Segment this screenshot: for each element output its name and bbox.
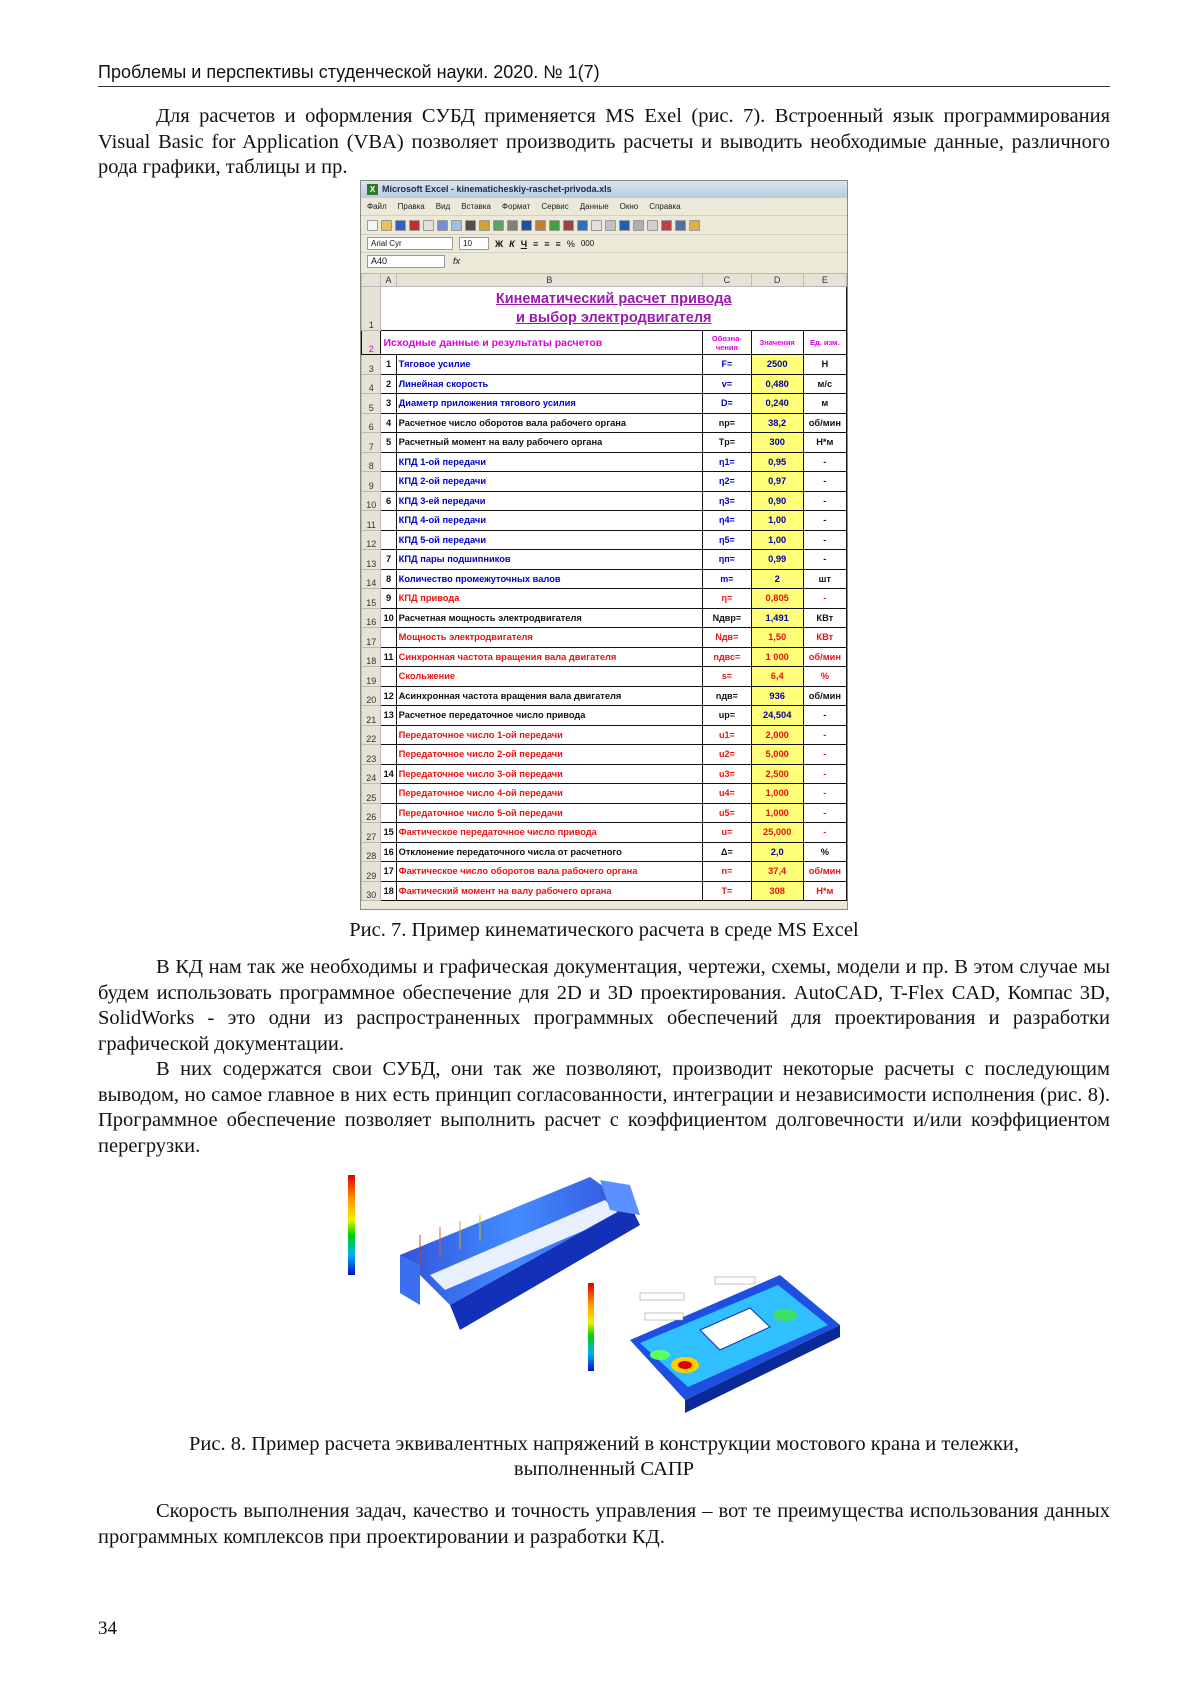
- sheet-title: [381, 287, 847, 331]
- parameter-name: Диаметр приложения тягового усилия: [396, 394, 702, 414]
- table-row: [362, 452, 847, 472]
- row-header: 26: [362, 803, 381, 823]
- row-header: 14: [362, 569, 381, 589]
- row-header: 21: [362, 706, 381, 726]
- thousands-icon: 000: [580, 239, 595, 248]
- menu-item: Вид: [435, 202, 451, 211]
- parameter-unit: об/мин: [803, 862, 846, 882]
- table-row: [362, 842, 847, 862]
- running-head: Проблемы и перспективы студенческой науки. 2020. № 1(7): [98, 62, 1110, 87]
- parameter-value: 1,491: [751, 608, 803, 628]
- table-row: [362, 647, 847, 667]
- col-header-d: D: [751, 274, 803, 287]
- row-header: 9: [362, 472, 381, 492]
- item-number: [381, 472, 396, 492]
- parameter-symbol: nдв=: [703, 686, 752, 706]
- parameter-unit: -: [803, 823, 846, 843]
- menu-item: Окно: [619, 202, 639, 211]
- trolley-model: [630, 1275, 840, 1413]
- row-header: 8: [362, 452, 381, 472]
- row-header: 20: [362, 686, 381, 706]
- table-row: [362, 472, 847, 492]
- font-size-select: 10: [459, 237, 489, 250]
- parameter-unit: об/мин: [803, 686, 846, 706]
- parameter-symbol: η5=: [703, 530, 752, 550]
- item-number: 10: [381, 608, 396, 628]
- bridge-crane-model: [400, 1177, 640, 1330]
- parameter-value: 300: [751, 433, 803, 453]
- row-header: 25: [362, 784, 381, 804]
- table-row: [362, 686, 847, 706]
- parameter-unit: об/мин: [803, 413, 846, 433]
- parameter-name: Тяговое усилие: [396, 355, 702, 375]
- toolbar-button-icon: [675, 220, 686, 231]
- menu-item: Формат: [501, 202, 531, 211]
- parameter-name: Передаточное число 4-ой передачи: [396, 784, 702, 804]
- toolbar-button-icon: [619, 220, 630, 231]
- parameter-symbol: u4=: [703, 784, 752, 804]
- italic-icon: К: [509, 238, 515, 249]
- align-left-icon: ≡: [533, 238, 539, 249]
- row-header: 28: [362, 842, 381, 862]
- parameter-unit: -: [803, 530, 846, 550]
- parameter-symbol: ηп=: [703, 550, 752, 570]
- parameter-value: 38,2: [751, 413, 803, 433]
- figure-8-caption-line2: выполненный САПР: [513, 1458, 695, 1480]
- parameter-unit: %: [803, 842, 846, 862]
- item-number: [381, 803, 396, 823]
- menu-item: Правка: [397, 202, 425, 211]
- parameter-name: Передаточное число 3-ой передачи: [396, 764, 702, 784]
- parameter-name: Передаточное число 1-ой передачи: [396, 725, 702, 745]
- parameter-symbol: F=: [703, 355, 752, 375]
- parameter-value: 37,4: [751, 862, 803, 882]
- parameter-unit: -: [803, 764, 846, 784]
- parameter-symbol: Δ=: [703, 842, 752, 862]
- menu-item: Файл: [367, 202, 387, 211]
- toolbar-button-icon: [493, 220, 504, 231]
- table-row: [362, 569, 847, 589]
- parameter-unit: -: [803, 511, 846, 531]
- item-number: 7: [381, 550, 396, 570]
- item-number: 8: [381, 569, 396, 589]
- parameter-name: Расчетная мощность электродвигателя: [396, 608, 702, 628]
- table-row: [362, 550, 847, 570]
- parameter-name: Расчетное передаточное число привода: [396, 706, 702, 726]
- parameter-symbol: u5=: [703, 803, 752, 823]
- row-header: 7: [362, 433, 381, 453]
- parameter-value: 0,480: [751, 374, 803, 394]
- parameter-symbol: η3=: [703, 491, 752, 511]
- row-header: 23: [362, 745, 381, 765]
- parameter-value: 2,0: [751, 842, 803, 862]
- parameter-unit: м: [803, 394, 846, 414]
- row-header: 17: [362, 628, 381, 648]
- menu-item: Сервис: [541, 202, 569, 211]
- row-header: 29: [362, 862, 381, 882]
- parameter-value: 25,000: [751, 823, 803, 843]
- parameter-name: КПД 1-ой передачи: [396, 452, 702, 472]
- toolbar-button-icon: [591, 220, 602, 231]
- item-number: [381, 452, 396, 472]
- item-number: [381, 530, 396, 550]
- table-row: [362, 530, 847, 550]
- parameter-unit: м/с: [803, 374, 846, 394]
- parameter-unit: -: [803, 784, 846, 804]
- parameter-value: 6,4: [751, 667, 803, 687]
- toolbar-button-icon: [507, 220, 518, 231]
- parameter-name: Отклонение передаточного числа от расчетного: [396, 842, 702, 862]
- fea-stress-figure: [340, 1165, 860, 1415]
- parameter-symbol: u=: [703, 823, 752, 843]
- bold-icon: Ж: [495, 238, 504, 249]
- paragraph-1: Для расчетов и оформления СУБД применяется MS Exel (рис. 7). Встроенный язык программирования Visual Basic for Application (VBA) позволяет производить расчеты и выводить необходимые данные, различного рода графики, таблицы и пр.: [98, 105, 1110, 178]
- excel-window-title: Microsoft Excel - kinematicheskiy-raschet-privoda.xls: [382, 184, 612, 194]
- parameter-value: 1 000: [751, 647, 803, 667]
- parameter-name: Скольжение: [396, 667, 702, 687]
- underline-icon: Ч: [520, 238, 528, 249]
- parameter-unit: -: [803, 589, 846, 609]
- parameter-name: КПД 3-ей передачи: [396, 491, 702, 511]
- table-row: [362, 355, 847, 375]
- item-number: 2: [381, 374, 396, 394]
- parameter-value: 2: [751, 569, 803, 589]
- row-header: 24: [362, 764, 381, 784]
- table-row: [362, 803, 847, 823]
- excel-titlebar: [361, 181, 847, 198]
- parameter-unit: КВт: [803, 608, 846, 628]
- row-header: 3: [362, 355, 381, 375]
- align-right-icon: ≡: [555, 238, 561, 249]
- item-number: [381, 784, 396, 804]
- item-number: 6: [381, 491, 396, 511]
- toolbar-button-icon: [395, 220, 406, 231]
- row-header: 22: [362, 725, 381, 745]
- parameter-symbol: Nдвр=: [703, 608, 752, 628]
- parameter-value: 24,504: [751, 706, 803, 726]
- parameter-symbol: η1=: [703, 452, 752, 472]
- figure-7-caption: Рис. 7. Пример кинематического расчета в среде MS Excel: [349, 919, 859, 941]
- parameter-value: 1,000: [751, 784, 803, 804]
- name-box: A40: [367, 255, 445, 268]
- parameter-value: 5,000: [751, 745, 803, 765]
- parameter-value: 2,500: [751, 764, 803, 784]
- table-row: [362, 413, 847, 433]
- item-number: [381, 745, 396, 765]
- col-header-e: E: [803, 274, 846, 287]
- row-header: 11: [362, 511, 381, 531]
- parameter-unit: шт: [803, 569, 846, 589]
- row-header: 12: [362, 530, 381, 550]
- parameter-name: Линейная скорость: [396, 374, 702, 394]
- parameter-name: Количество промежуточных валов: [396, 569, 702, 589]
- parameter-unit: -: [803, 706, 846, 726]
- parameter-unit: об/мин: [803, 647, 846, 667]
- parameter-name: Синхронная частота вращения вала двигателя: [396, 647, 702, 667]
- excel-formula-bar: [361, 252, 847, 269]
- toolbar-button-icon: [549, 220, 560, 231]
- parameter-unit: %: [803, 667, 846, 687]
- table-row: [362, 764, 847, 784]
- toolbar-button-icon: [605, 220, 616, 231]
- parameter-unit: -: [803, 725, 846, 745]
- item-number: 13: [381, 706, 396, 726]
- paragraph-3: В них содержатся свои СУБД, они так же позволяют, производит некоторые расчеты с последующим выводом, но самое главное в них есть принцип согласованности, интеграции и независимости исполнения (рис. 8). Программное обеспечение позволяет выполнить расчет с коэффициентом долговечности и/или коэффициентом перегрузки.: [98, 1058, 1110, 1157]
- item-number: [381, 511, 396, 531]
- parameter-value: 0,97: [751, 472, 803, 492]
- item-number: 17: [381, 862, 396, 882]
- menu-item: Справка: [649, 202, 681, 211]
- parameter-symbol: n=: [703, 862, 752, 882]
- percent-icon: %: [566, 238, 575, 249]
- row-header: 15: [362, 589, 381, 609]
- page-number: 34: [98, 1618, 117, 1639]
- parameter-symbol: η2=: [703, 472, 752, 492]
- parameter-name: Передаточное число 5-ой передачи: [396, 803, 702, 823]
- excel-standard-toolbar: [361, 215, 847, 234]
- item-number: 9: [381, 589, 396, 609]
- toolbar-button-icon: [521, 220, 532, 231]
- item-number: [381, 628, 396, 648]
- parameter-name: Расчетное число оборотов вала рабочего органа: [396, 413, 702, 433]
- table-row: [362, 394, 847, 414]
- parameter-unit: Н*м: [803, 433, 846, 453]
- table-row: [362, 491, 847, 511]
- toolbar-button-icon: [535, 220, 546, 231]
- parameter-name: Мощность электродвигателя: [396, 628, 702, 648]
- table-row: [362, 667, 847, 687]
- item-number: 16: [381, 842, 396, 862]
- parameter-symbol: v=: [703, 374, 752, 394]
- parameter-symbol: T=: [703, 881, 752, 901]
- table-row: [362, 862, 847, 882]
- parameter-unit: -: [803, 472, 846, 492]
- header-label: Исходные данные и результаты расчетов: [381, 331, 703, 355]
- toolbar-button-icon: [437, 220, 448, 231]
- toolbar-button-icon: [367, 220, 378, 231]
- table-row: [362, 823, 847, 843]
- parameter-unit: -: [803, 491, 846, 511]
- row-header: 4: [362, 374, 381, 394]
- parameter-symbol: η=: [703, 589, 752, 609]
- table-row: [362, 784, 847, 804]
- parameter-value: 2500: [751, 355, 803, 375]
- excel-menubar: [361, 198, 847, 215]
- parameter-value: 1,00: [751, 530, 803, 550]
- parameter-unit: -: [803, 550, 846, 570]
- table-row: [362, 725, 847, 745]
- parameter-symbol: uр=: [703, 706, 752, 726]
- item-number: 1: [381, 355, 396, 375]
- parameter-symbol: Nдв=: [703, 628, 752, 648]
- parameter-name: Фактическое передаточное число привода: [396, 823, 702, 843]
- parameter-value: 308: [751, 881, 803, 901]
- parameter-symbol: m=: [703, 569, 752, 589]
- parameter-unit: -: [803, 452, 846, 472]
- parameter-symbol: nр=: [703, 413, 752, 433]
- crane-color-scale: [348, 1175, 355, 1275]
- row-header: 13: [362, 550, 381, 570]
- parameter-value: 1,00: [751, 511, 803, 531]
- row-header: 10: [362, 491, 381, 511]
- parameter-unit: Н: [803, 355, 846, 375]
- toolbar-button-icon: [423, 220, 434, 231]
- sheet-title-line1: Кинематический расчет привода: [495, 290, 732, 307]
- row-header: 30: [362, 881, 381, 901]
- parameter-symbol: u1=: [703, 725, 752, 745]
- menu-item: Данные: [579, 202, 609, 211]
- sheet-title-row: 1 Кинематический расчет привода и выбор электродвигателя: [362, 287, 847, 331]
- item-number: 18: [381, 881, 396, 901]
- parameter-symbol: s=: [703, 667, 752, 687]
- table-row: [362, 706, 847, 726]
- parameter-value: 1,000: [751, 803, 803, 823]
- parameter-value: 936: [751, 686, 803, 706]
- fx-icon: fx: [453, 256, 461, 266]
- table-row: [362, 433, 847, 453]
- excel-grid: [361, 273, 847, 901]
- parameter-name: Передаточное число 2-ой передачи: [396, 745, 702, 765]
- table-row: [362, 374, 847, 394]
- parameter-symbol: η4=: [703, 511, 752, 531]
- parameter-name: КПД 5-ой передачи: [396, 530, 702, 550]
- parameter-unit: КВт: [803, 628, 846, 648]
- menu-item: Вставка: [461, 202, 491, 211]
- item-number: 3: [381, 394, 396, 414]
- table-row: [362, 608, 847, 628]
- item-number: 12: [381, 686, 396, 706]
- excel-screenshot: [360, 180, 848, 910]
- toolbar-button-icon: [633, 220, 644, 231]
- toolbar-button-icon: [661, 220, 672, 231]
- parameter-symbol: u3=: [703, 764, 752, 784]
- table-row: [362, 881, 847, 901]
- parameter-name: КПД 4-ой передачи: [396, 511, 702, 531]
- row-header: 16: [362, 608, 381, 628]
- parameter-name: КПД пары подшипников: [396, 550, 702, 570]
- toolbar-button-icon: [689, 220, 700, 231]
- table-row: [362, 511, 847, 531]
- excel-app-icon: X: [367, 184, 378, 195]
- item-number: 4: [381, 413, 396, 433]
- parameter-symbol: Tр=: [703, 433, 752, 453]
- header-unit: Ед. изм.: [803, 331, 846, 355]
- toolbar-button-icon: [479, 220, 490, 231]
- parameter-name: Асинхронная частота вращения вала двигателя: [396, 686, 702, 706]
- toolbar-button-icon: [409, 220, 420, 231]
- parameter-name: Фактический момент на валу рабочего органа: [396, 881, 702, 901]
- parameter-unit: -: [803, 745, 846, 765]
- header-value: Значения: [751, 331, 803, 355]
- parameter-name: КПД 2-ой передачи: [396, 472, 702, 492]
- item-number: [381, 667, 396, 687]
- toolbar-button-icon: [465, 220, 476, 231]
- col-header-c: C: [703, 274, 752, 287]
- row-header: 19: [362, 667, 381, 687]
- align-center-icon: ≡: [544, 238, 550, 249]
- item-number: [381, 725, 396, 745]
- toolbar-button-icon: [563, 220, 574, 231]
- item-number: 5: [381, 433, 396, 453]
- paragraph-2: В КД нам так же необходимы и графическая документация, чертежи, схемы, модели и пр. В этом случае мы будем использовать программное обеспечение для 2D и 3D проектирования. AutoCAD, T-Flex CAD, Компас 3D, SolidWorks - это одни из распространенных программных обеспечений для проектирования и разработки графической документации.: [98, 956, 1110, 1055]
- column-header-row: [362, 274, 847, 287]
- toolbar-button-icon: [577, 220, 588, 231]
- col-header-b: B: [396, 274, 702, 287]
- parameter-unit: Н*м: [803, 881, 846, 901]
- row-header: 27: [362, 823, 381, 843]
- parameter-symbol: nдвс=: [703, 647, 752, 667]
- parameter-name: Фактическое число оборотов вала рабочего органа: [396, 862, 702, 882]
- item-number: 11: [381, 647, 396, 667]
- excel-format-toolbar: [361, 234, 847, 252]
- parameter-symbol: u2=: [703, 745, 752, 765]
- parameter-value: 2,000: [751, 725, 803, 745]
- trolley-color-scale: [588, 1283, 594, 1371]
- row-header: 6: [362, 413, 381, 433]
- parameter-symbol: D=: [703, 394, 752, 414]
- row-header: 18: [362, 647, 381, 667]
- item-number: 14: [381, 764, 396, 784]
- parameter-value: 0,805: [751, 589, 803, 609]
- parameter-name: Расчетный момент на валу рабочего органа: [396, 433, 702, 453]
- parameter-name: КПД привода: [396, 589, 702, 609]
- font-name-select: Arial Cyr: [367, 237, 453, 250]
- parameter-value: 0,90: [751, 491, 803, 511]
- toolbar-button-icon: [647, 220, 658, 231]
- parameter-unit: -: [803, 803, 846, 823]
- parameter-value: 0,99: [751, 550, 803, 570]
- parameter-value: 1,50: [751, 628, 803, 648]
- row-header: 5: [362, 394, 381, 414]
- toolbar-button-icon: [451, 220, 462, 231]
- table-row: [362, 589, 847, 609]
- toolbar-button-icon: [381, 220, 392, 231]
- col-header-a: A: [381, 274, 396, 287]
- table-row: [362, 745, 847, 765]
- parameter-value: 0,240: [751, 394, 803, 414]
- table-row: [362, 628, 847, 648]
- parameter-value: 0,95: [751, 452, 803, 472]
- sheet-title-line2: и выбор электродвигателя: [515, 309, 712, 326]
- item-number: 15: [381, 823, 396, 843]
- header-symbol: Обозна-чения: [703, 331, 752, 355]
- paragraph-4: Скорость выполнения задач, качество и точность управления – вот те преимущества использования данных программных комплексов при проектировании и разработки КД.: [98, 1500, 1110, 1548]
- figure-8-caption-line1: Рис. 8. Пример расчета эквивалентных напряжений в конструкции мостового крана и тележки,: [188, 1433, 1020, 1455]
- sheet-header-row: 2 Исходные данные и результаты расчетов Обозна-чения Значения Ед. изм.: [362, 331, 847, 355]
